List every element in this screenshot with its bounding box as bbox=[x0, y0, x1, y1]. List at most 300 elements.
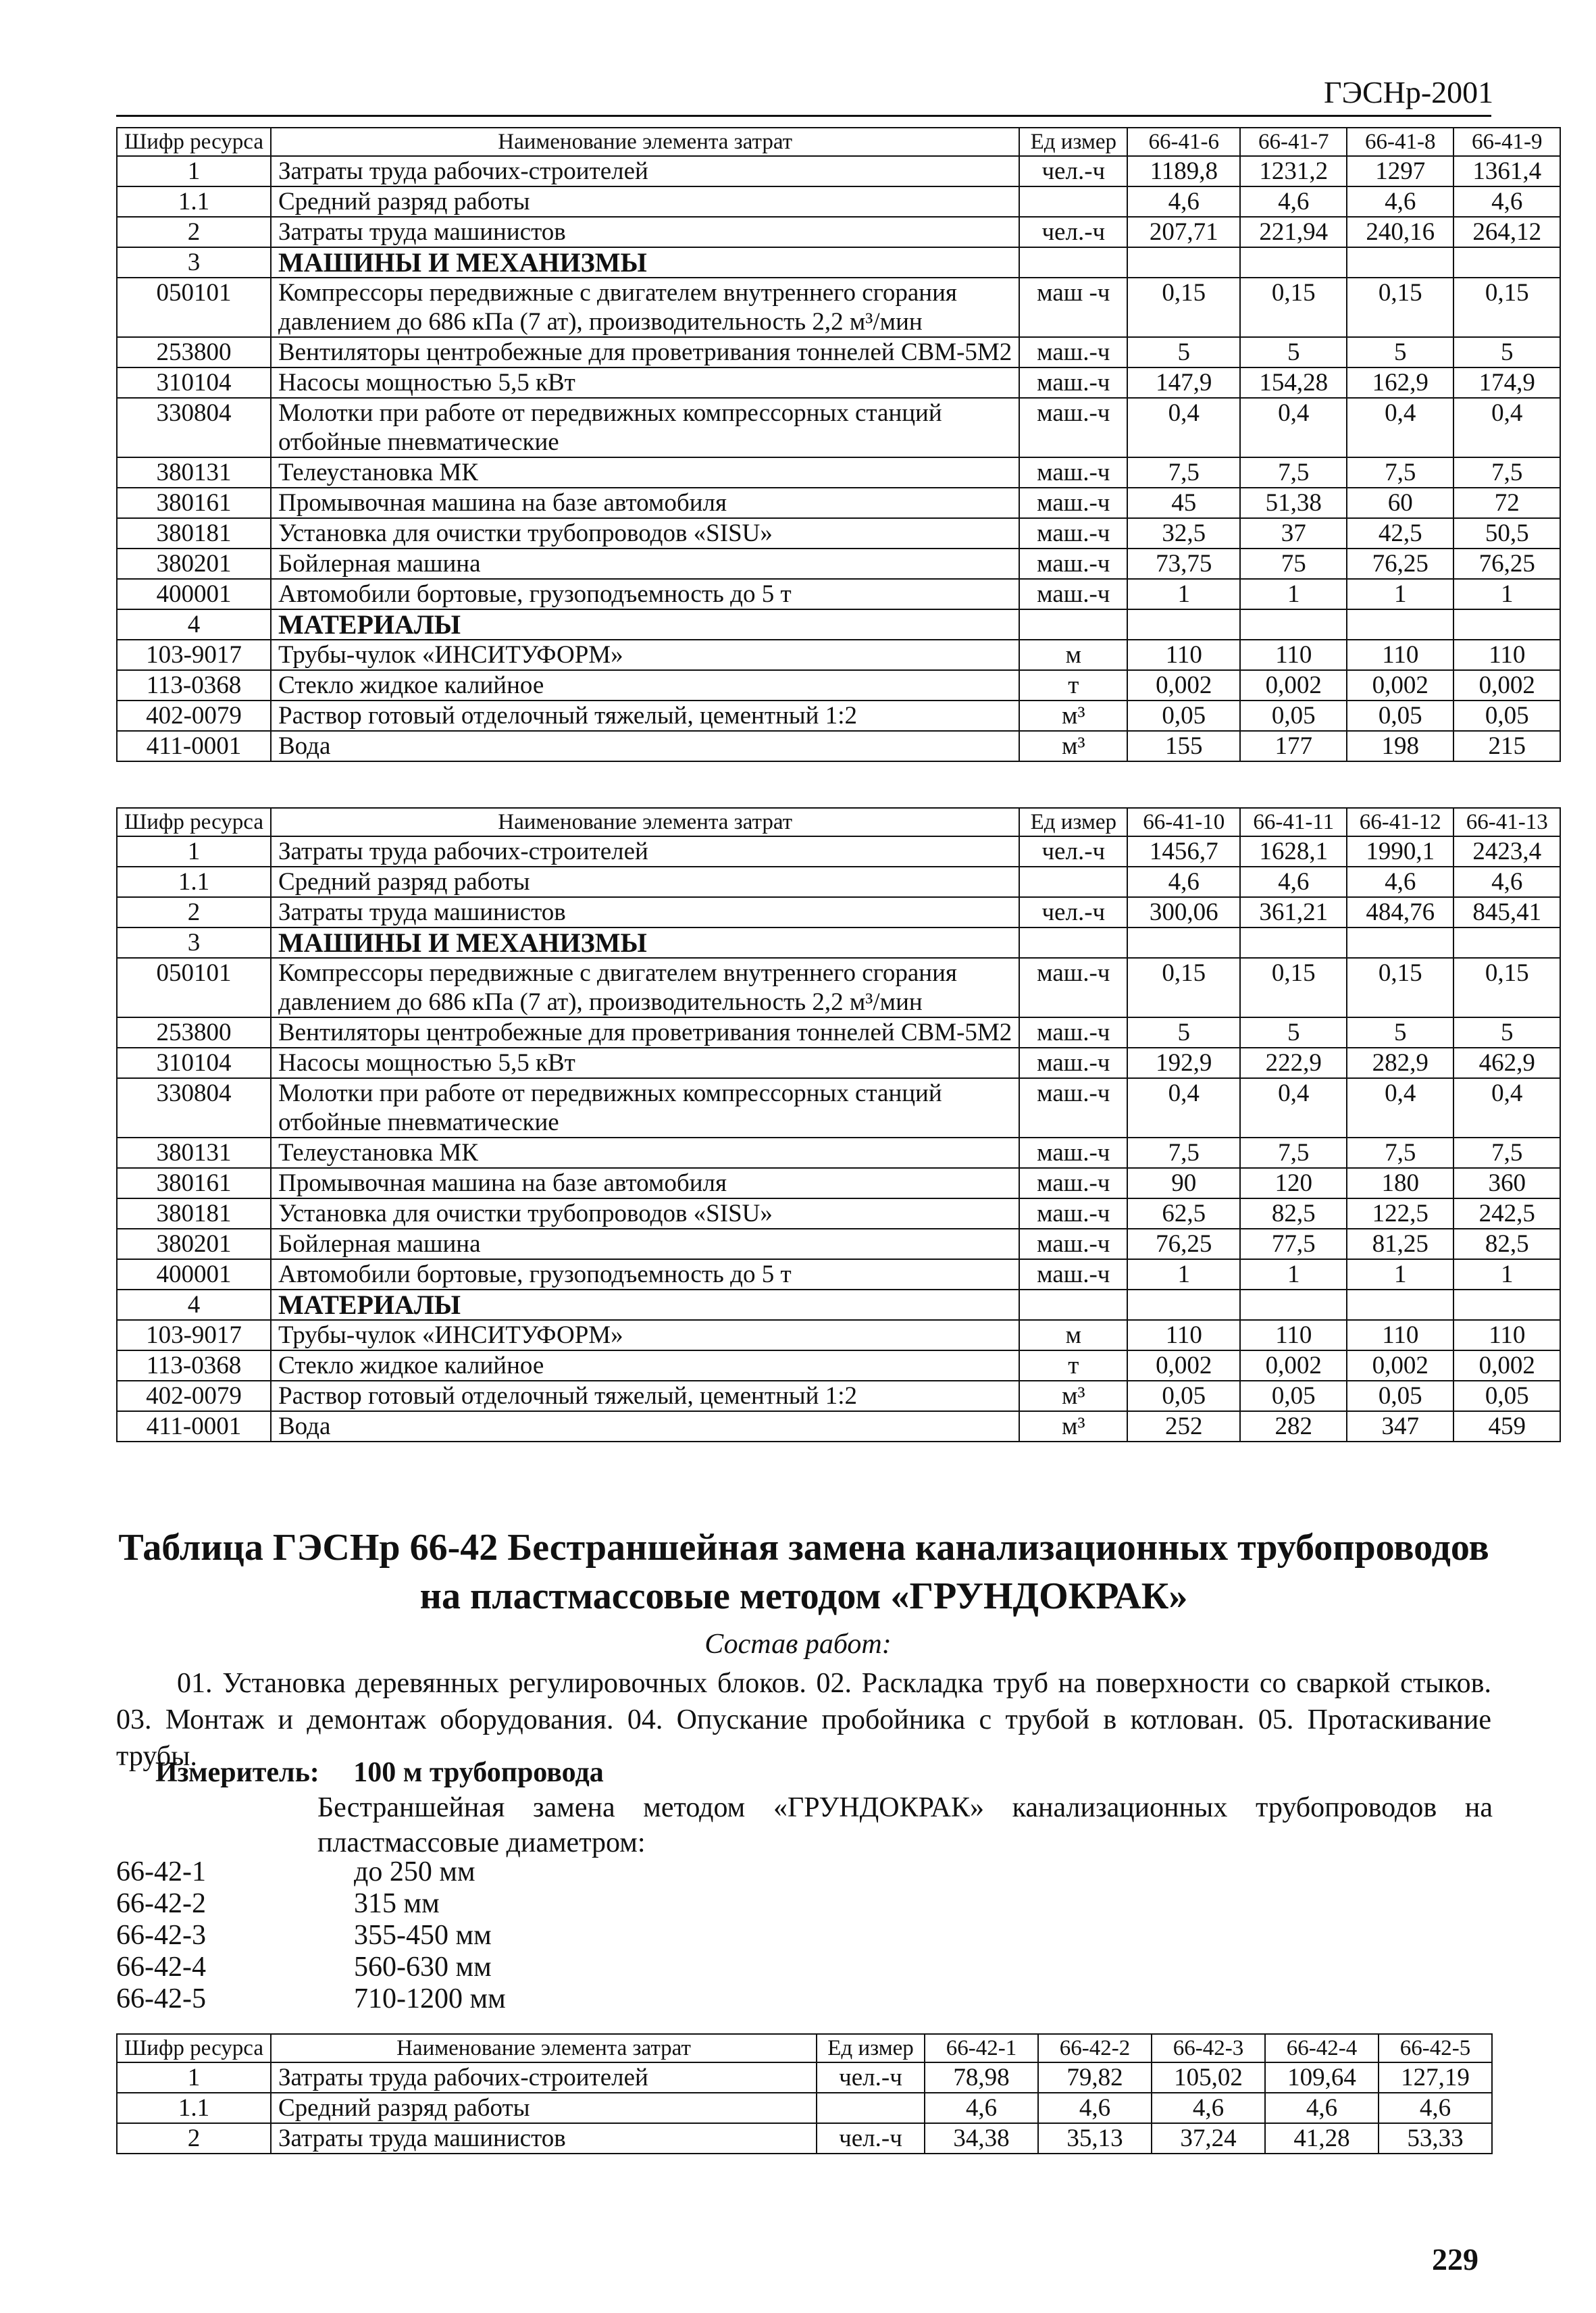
resource-code: 2 bbox=[117, 217, 271, 247]
column-header: 66-41-13 bbox=[1453, 808, 1560, 836]
cell-value: 4,6 bbox=[925, 2093, 1038, 2123]
section-row bbox=[117, 927, 1560, 958]
cell-value: 484,76 bbox=[1347, 897, 1453, 927]
cell-value: 5 bbox=[1453, 1017, 1560, 1048]
table-row bbox=[117, 640, 1560, 670]
cell-value: 4,6 bbox=[1127, 186, 1240, 217]
cell-value: 0,15 bbox=[1453, 278, 1560, 337]
table-row bbox=[117, 1320, 1560, 1350]
resource-name: Установка для очистки трубопроводов «SISU» bbox=[271, 518, 1019, 549]
variant-text: 315 мм bbox=[354, 1888, 440, 1919]
cell-value: 221,94 bbox=[1240, 217, 1347, 247]
resource-name: Раствор готовый отделочный тяжелый, цементный 1:2 bbox=[271, 1381, 1019, 1411]
cell-value: 1297 bbox=[1347, 156, 1453, 186]
table-row bbox=[117, 278, 1560, 337]
resource-code: 1.1 bbox=[117, 2093, 271, 2123]
cell-value: 75 bbox=[1240, 549, 1347, 579]
cell-value: 252 bbox=[1127, 1411, 1240, 1442]
cell-value: 73,75 bbox=[1127, 549, 1240, 579]
unit-of-measure bbox=[1019, 609, 1127, 640]
cell-value: 0,4 bbox=[1453, 398, 1560, 457]
cell-value bbox=[1453, 927, 1560, 958]
resource-code: 113-0368 bbox=[117, 670, 271, 701]
cell-value: 1456,7 bbox=[1127, 836, 1240, 867]
cell-value: 4,6 bbox=[1127, 867, 1240, 897]
cell-value: 154,28 bbox=[1240, 367, 1347, 398]
resource-code: 253800 bbox=[117, 1017, 271, 1048]
table-row bbox=[117, 1138, 1560, 1168]
resource-name: Затраты труда машинистов bbox=[271, 897, 1019, 927]
cell-value: 110 bbox=[1127, 640, 1240, 670]
resource-name: Раствор готовый отделочный тяжелый, цементный 1:2 bbox=[271, 701, 1019, 731]
resource-name: Затраты труда машинистов bbox=[271, 217, 1019, 247]
table-title: Таблица ГЭСНр 66-42 Бестраншейная замена канализационных трубопроводов на пластмассовые методом «ГРУНДОКРАК» bbox=[118, 1527, 1489, 1617]
resource-code: 050101 bbox=[117, 958, 271, 1017]
column-header: Шифр ресурса bbox=[117, 2034, 271, 2062]
resource-code: 103-9017 bbox=[117, 1320, 271, 1350]
column-header: 66-41-11 bbox=[1240, 808, 1347, 836]
unit-of-measure: м bbox=[1019, 1320, 1127, 1350]
cell-value: 0,4 bbox=[1127, 1078, 1240, 1138]
cell-value: 1 bbox=[1240, 1259, 1347, 1290]
cell-value bbox=[1347, 1290, 1453, 1320]
cell-value: 50,5 bbox=[1453, 518, 1560, 549]
resource-code: 380181 bbox=[117, 1198, 271, 1229]
table-row bbox=[117, 1259, 1560, 1290]
resource-name: Молотки при работе от передвижных компрессорных станций отбойные пневматические bbox=[271, 1078, 1019, 1138]
cell-value: 5 bbox=[1127, 337, 1240, 367]
cell-value: 4,6 bbox=[1038, 2093, 1152, 2123]
column-header: 66-41-8 bbox=[1347, 128, 1453, 156]
cell-value bbox=[1453, 1290, 1560, 1320]
cell-value: 4,6 bbox=[1347, 867, 1453, 897]
table-header-row bbox=[117, 128, 1560, 156]
unit-of-measure: маш.-ч bbox=[1019, 518, 1127, 549]
cell-value: 174,9 bbox=[1453, 367, 1560, 398]
document-code-header: ГЭСНр-2001 bbox=[1324, 75, 1494, 109]
unit-of-measure: м³ bbox=[1019, 731, 1127, 761]
cell-value: 37,24 bbox=[1152, 2123, 1265, 2154]
unit-of-measure bbox=[1019, 867, 1127, 897]
unit-of-measure: чел.-ч bbox=[1019, 217, 1127, 247]
cell-value: 0,15 bbox=[1453, 958, 1560, 1017]
unit-of-measure bbox=[1019, 247, 1127, 278]
cell-value: 845,41 bbox=[1453, 897, 1560, 927]
unit-of-measure: м³ bbox=[1019, 1381, 1127, 1411]
unit-of-measure: маш.-ч bbox=[1019, 457, 1127, 488]
resource-code: 2 bbox=[117, 897, 271, 927]
cell-value: 0,002 bbox=[1347, 1350, 1453, 1381]
column-header: 66-41-12 bbox=[1347, 808, 1453, 836]
cell-value: 0,05 bbox=[1240, 701, 1347, 731]
variant-item bbox=[116, 1920, 506, 1952]
unit-of-measure: чел.-ч bbox=[1019, 897, 1127, 927]
cell-value: 90 bbox=[1127, 1168, 1240, 1198]
resource-name: МАТЕРИАЛЫ bbox=[271, 609, 1019, 640]
cell-value: 177 bbox=[1240, 731, 1347, 761]
cell-value: 0,4 bbox=[1347, 398, 1453, 457]
unit-of-measure: чел.-ч bbox=[817, 2062, 925, 2093]
resource-code: 380201 bbox=[117, 549, 271, 579]
column-header: 66-42-4 bbox=[1265, 2034, 1379, 2062]
column-header: Наименование элемента затрат bbox=[271, 808, 1019, 836]
column-header: 66-41-9 bbox=[1453, 128, 1560, 156]
unit-of-measure bbox=[1019, 186, 1127, 217]
cell-value: 0,002 bbox=[1347, 670, 1453, 701]
resource-code: 3 bbox=[117, 927, 271, 958]
cell-value: 41,28 bbox=[1265, 2123, 1379, 2154]
cell-value: 0,002 bbox=[1240, 1350, 1347, 1381]
table-row bbox=[117, 958, 1560, 1017]
cell-value: 4,6 bbox=[1453, 867, 1560, 897]
unit-of-measure bbox=[1019, 1290, 1127, 1320]
cell-value: 76,25 bbox=[1347, 549, 1453, 579]
column-header: Ед измер bbox=[1019, 808, 1127, 836]
cell-value: 110 bbox=[1453, 640, 1560, 670]
section-row bbox=[117, 247, 1560, 278]
resource-name: Компрессоры передвижные с двигателем внутреннего сгорания давлением до 686 кПа (7 ат), производительность 2,2 м³/мин bbox=[271, 278, 1019, 337]
resource-name: Затраты труда рабочих-строителей bbox=[271, 836, 1019, 867]
cell-value: 361,21 bbox=[1240, 897, 1347, 927]
cell-value: 7,5 bbox=[1347, 457, 1453, 488]
column-header: 66-41-6 bbox=[1127, 128, 1240, 156]
cell-value: 7,5 bbox=[1240, 457, 1347, 488]
cell-value: 5 bbox=[1127, 1017, 1240, 1048]
variant-text: 710-1200 мм bbox=[354, 1983, 506, 2014]
cell-value: 459 bbox=[1453, 1411, 1560, 1442]
cell-value: 0,4 bbox=[1240, 1078, 1347, 1138]
resource-name: МАШИНЫ И МЕХАНИЗМЫ bbox=[271, 927, 1019, 958]
cell-value: 110 bbox=[1240, 1320, 1347, 1350]
cell-value: 110 bbox=[1453, 1320, 1560, 1350]
table-row bbox=[117, 1381, 1560, 1411]
table-row bbox=[117, 1017, 1560, 1048]
cell-value: 4,6 bbox=[1347, 186, 1453, 217]
resource-table-66-41-6-9 bbox=[116, 127, 1561, 762]
resource-name: Молотки при работе от передвижных компрессорных станций отбойные пневматические bbox=[271, 398, 1019, 457]
cell-value bbox=[1240, 609, 1347, 640]
cell-value: 300,06 bbox=[1127, 897, 1240, 927]
cell-value bbox=[1453, 247, 1560, 278]
cell-value: 37 bbox=[1240, 518, 1347, 549]
unit-of-measure: чел.-ч bbox=[817, 2123, 925, 2154]
cell-value: 0,05 bbox=[1127, 1381, 1240, 1411]
cell-value: 4,6 bbox=[1265, 2093, 1379, 2123]
table-row bbox=[117, 1350, 1560, 1381]
resource-name: Насосы мощностью 5,5 кВт bbox=[271, 367, 1019, 398]
table-row bbox=[117, 549, 1560, 579]
table-row bbox=[117, 217, 1560, 247]
unit-of-measure: маш.-ч bbox=[1019, 1048, 1127, 1078]
cell-value: 147,9 bbox=[1127, 367, 1240, 398]
resource-code: 1 bbox=[117, 2062, 271, 2093]
cell-value: 60 bbox=[1347, 488, 1453, 518]
column-header: Наименование элемента затрат bbox=[271, 128, 1019, 156]
section-row bbox=[117, 609, 1560, 640]
unit-of-measure: маш.-ч bbox=[1019, 579, 1127, 609]
resource-code: 310104 bbox=[117, 1048, 271, 1078]
resource-name: Трубы-чулок «ИНСИТУФОРМ» bbox=[271, 640, 1019, 670]
cell-value: 120 bbox=[1240, 1168, 1347, 1198]
cell-value: 0,15 bbox=[1127, 278, 1240, 337]
column-header: 66-42-1 bbox=[925, 2034, 1038, 2062]
cell-value: 7,5 bbox=[1453, 1138, 1560, 1168]
resource-name: Вода bbox=[271, 731, 1019, 761]
cell-value: 7,5 bbox=[1127, 457, 1240, 488]
resource-code: 380181 bbox=[117, 518, 271, 549]
cell-value: 7,5 bbox=[1127, 1138, 1240, 1168]
cell-value: 122,5 bbox=[1347, 1198, 1453, 1229]
table-row bbox=[117, 731, 1560, 761]
cell-value: 110 bbox=[1240, 640, 1347, 670]
column-header: Шифр ресурса bbox=[117, 808, 271, 836]
unit-of-measure: маш.-ч bbox=[1019, 1198, 1127, 1229]
resource-name: Затраты труда рабочих-строителей bbox=[271, 2062, 817, 2093]
cell-value bbox=[1453, 609, 1560, 640]
cell-value bbox=[1240, 927, 1347, 958]
cell-value: 7,5 bbox=[1453, 457, 1560, 488]
variants-list bbox=[116, 1856, 506, 2015]
unit-of-measure: т bbox=[1019, 670, 1127, 701]
variant-item bbox=[116, 1856, 506, 1888]
resource-name: Средний разряд работы bbox=[271, 2093, 817, 2123]
cell-value: 462,9 bbox=[1453, 1048, 1560, 1078]
resource-name: Затраты труда машинистов bbox=[271, 2123, 817, 2154]
resource-name: Установка для очистки трубопроводов «SISU» bbox=[271, 1198, 1019, 1229]
variant-code: 66-42-2 bbox=[116, 1888, 206, 1919]
column-header: 66-42-3 bbox=[1152, 2034, 1265, 2062]
cell-value: 0,002 bbox=[1240, 670, 1347, 701]
cell-value: 1 bbox=[1240, 579, 1347, 609]
unit-of-measure: маш.-ч bbox=[1019, 1168, 1127, 1198]
cell-value: 0,05 bbox=[1347, 701, 1453, 731]
cell-value: 42,5 bbox=[1347, 518, 1453, 549]
table-row bbox=[117, 367, 1560, 398]
table-row bbox=[117, 1168, 1560, 1198]
cell-value: 180 bbox=[1347, 1168, 1453, 1198]
unit-of-measure bbox=[1019, 927, 1127, 958]
unit-of-measure bbox=[817, 2093, 925, 2123]
variants-description: Бестраншейная замена методом «ГРУНДОКРАК» канализационных трубопроводов на пластмассовые диаметром: bbox=[317, 1792, 1493, 1858]
resource-code: 4 bbox=[117, 1290, 271, 1320]
cell-value: 4,6 bbox=[1152, 2093, 1265, 2123]
cell-value: 1628,1 bbox=[1240, 836, 1347, 867]
resource-name: МАТЕРИАЛЫ bbox=[271, 1290, 1019, 1320]
resource-code: 1.1 bbox=[117, 186, 271, 217]
table-row bbox=[117, 1048, 1560, 1078]
variant-text: до 250 мм bbox=[354, 1856, 475, 1887]
section-row bbox=[117, 1290, 1560, 1320]
cell-value bbox=[1127, 927, 1240, 958]
header-rule bbox=[116, 115, 1491, 117]
unit-of-measure: маш.-ч bbox=[1019, 958, 1127, 1017]
cell-value: 0,4 bbox=[1127, 398, 1240, 457]
table-row bbox=[117, 1078, 1560, 1138]
cell-value: 5 bbox=[1347, 1017, 1453, 1048]
works-text: 01. Установка деревянных регулировочных блоков. 02. Раскладка труб на поверхности со сваркой стыков. 03. Монтаж и демонтаж оборудования. 04. Опускание пробойника с трубой в котлован. 05. Протаскивание трубы. bbox=[116, 1668, 1491, 1772]
resource-code: 310104 bbox=[117, 367, 271, 398]
cell-value: 35,13 bbox=[1038, 2123, 1152, 2154]
unit-of-measure: м³ bbox=[1019, 1411, 1127, 1442]
table-row bbox=[117, 457, 1560, 488]
cell-value: 1 bbox=[1453, 1259, 1560, 1290]
resource-name: Насосы мощностью 5,5 кВт bbox=[271, 1048, 1019, 1078]
table-row bbox=[117, 579, 1560, 609]
cell-value: 0,15 bbox=[1347, 958, 1453, 1017]
cell-value: 242,5 bbox=[1453, 1198, 1560, 1229]
resource-code: 380131 bbox=[117, 1138, 271, 1168]
unit-of-measure: маш.-ч bbox=[1019, 1229, 1127, 1259]
cell-value bbox=[1240, 247, 1347, 278]
unit-of-measure: маш -ч bbox=[1019, 278, 1127, 337]
cell-value: 1 bbox=[1347, 579, 1453, 609]
resource-code: 411-0001 bbox=[117, 731, 271, 761]
cell-value: 0,002 bbox=[1453, 670, 1560, 701]
cell-value: 32,5 bbox=[1127, 518, 1240, 549]
cell-value bbox=[1127, 1290, 1240, 1320]
resource-name: Затраты труда рабочих-строителей bbox=[271, 156, 1019, 186]
resource-name: МАШИНЫ И МЕХАНИЗМЫ bbox=[271, 247, 1019, 278]
resource-code: 3 bbox=[117, 247, 271, 278]
cell-value: 222,9 bbox=[1240, 1048, 1347, 1078]
table-row bbox=[117, 670, 1560, 701]
column-header: Ед измер bbox=[817, 2034, 925, 2062]
resource-code: 402-0079 bbox=[117, 701, 271, 731]
unit-of-measure: маш.-ч bbox=[1019, 1078, 1127, 1138]
cell-value bbox=[1127, 247, 1240, 278]
table-row bbox=[117, 398, 1560, 457]
table-row bbox=[117, 488, 1560, 518]
resource-code: 400001 bbox=[117, 1259, 271, 1290]
table-row bbox=[117, 518, 1560, 549]
resource-code: 330804 bbox=[117, 398, 271, 457]
resource-code: 411-0001 bbox=[117, 1411, 271, 1442]
cell-value: 53,33 bbox=[1379, 2123, 1492, 2154]
cell-value: 7,5 bbox=[1347, 1138, 1453, 1168]
cell-value: 4,6 bbox=[1240, 867, 1347, 897]
cell-value: 207,71 bbox=[1127, 217, 1240, 247]
resource-name: Вентиляторы центробежные для проветривания тоннелей СВМ-5М2 bbox=[271, 337, 1019, 367]
resource-name: Телеустановка МК bbox=[271, 1138, 1019, 1168]
table-row bbox=[117, 1198, 1560, 1229]
cell-value: 82,5 bbox=[1453, 1229, 1560, 1259]
table-row bbox=[117, 2093, 1492, 2123]
table-row bbox=[117, 701, 1560, 731]
resource-name: Бойлерная машина bbox=[271, 1229, 1019, 1259]
unit-of-measure: маш.-ч bbox=[1019, 488, 1127, 518]
cell-value: 0,15 bbox=[1127, 958, 1240, 1017]
cell-value: 0,15 bbox=[1347, 278, 1453, 337]
table-row bbox=[117, 1411, 1560, 1442]
cell-value: 1231,2 bbox=[1240, 156, 1347, 186]
cell-value: 5 bbox=[1453, 337, 1560, 367]
table-row bbox=[117, 1229, 1560, 1259]
unit-of-measure: маш.-ч bbox=[1019, 1138, 1127, 1168]
unit-of-measure: маш.-ч bbox=[1019, 367, 1127, 398]
cell-value: 4,6 bbox=[1379, 2093, 1492, 2123]
resource-table-66-42 bbox=[116, 2033, 1493, 2154]
table-row bbox=[117, 337, 1560, 367]
resource-code: 253800 bbox=[117, 337, 271, 367]
column-header: 66-42-5 bbox=[1379, 2034, 1492, 2062]
cell-value: 51,38 bbox=[1240, 488, 1347, 518]
cell-value: 7,5 bbox=[1240, 1138, 1347, 1168]
variant-text: 355-450 мм bbox=[354, 1920, 492, 1951]
resource-code: 400001 bbox=[117, 579, 271, 609]
resource-name: Стекло жидкое калийное bbox=[271, 1350, 1019, 1381]
column-header: 66-42-2 bbox=[1038, 2034, 1152, 2062]
cell-value: 2423,4 bbox=[1453, 836, 1560, 867]
resource-name: Промывочная машина на базе автомобиля bbox=[271, 1168, 1019, 1198]
resource-code: 330804 bbox=[117, 1078, 271, 1138]
cell-value: 34,38 bbox=[925, 2123, 1038, 2154]
table-row bbox=[117, 2123, 1492, 2154]
table-row bbox=[117, 156, 1560, 186]
cell-value: 0,15 bbox=[1240, 278, 1347, 337]
resource-name: Компрессоры передвижные с двигателем внутреннего сгорания давлением до 686 кПа (7 ат), производительность 2,2 м³/мин bbox=[271, 958, 1019, 1017]
cell-value: 0,002 bbox=[1127, 670, 1240, 701]
cell-value: 79,82 bbox=[1038, 2062, 1152, 2093]
cell-value: 0,4 bbox=[1240, 398, 1347, 457]
cell-value: 264,12 bbox=[1453, 217, 1560, 247]
cell-value: 1 bbox=[1127, 1259, 1240, 1290]
cell-value: 0,4 bbox=[1347, 1078, 1453, 1138]
table-row bbox=[117, 186, 1560, 217]
unit-of-measure: м³ bbox=[1019, 701, 1127, 731]
table-row bbox=[117, 2062, 1492, 2093]
variant-item bbox=[116, 1888, 506, 1920]
cell-value: 0,05 bbox=[1240, 1381, 1347, 1411]
cell-value: 0,05 bbox=[1347, 1381, 1453, 1411]
cell-value: 0,05 bbox=[1127, 701, 1240, 731]
unit-of-measure: маш.-ч bbox=[1019, 1017, 1127, 1048]
table-row bbox=[117, 836, 1560, 867]
cell-value: 162,9 bbox=[1347, 367, 1453, 398]
cell-value: 1361,4 bbox=[1453, 156, 1560, 186]
resource-code: 380131 bbox=[117, 457, 271, 488]
variant-item bbox=[116, 1983, 506, 2015]
resource-code: 1.1 bbox=[117, 867, 271, 897]
cell-value: 1 bbox=[1453, 579, 1560, 609]
cell-value: 0,05 bbox=[1453, 701, 1560, 731]
cell-value bbox=[1347, 247, 1453, 278]
cell-value: 215 bbox=[1453, 731, 1560, 761]
column-header: 66-41-7 bbox=[1240, 128, 1347, 156]
cell-value: 282,9 bbox=[1347, 1048, 1453, 1078]
resource-code: 402-0079 bbox=[117, 1381, 271, 1411]
meter-label: Измеритель: bbox=[155, 1757, 319, 1788]
variant-text: 560-630 мм bbox=[354, 1952, 492, 1983]
cell-value bbox=[1347, 609, 1453, 640]
resource-name: Средний разряд работы bbox=[271, 867, 1019, 897]
cell-value: 360 bbox=[1453, 1168, 1560, 1198]
meter-line bbox=[155, 1756, 604, 1789]
cell-value: 110 bbox=[1127, 1320, 1240, 1350]
cell-value: 1990,1 bbox=[1347, 836, 1453, 867]
variant-code: 66-42-3 bbox=[116, 1920, 206, 1951]
resource-table-66-41-10-13 bbox=[116, 807, 1561, 1442]
resource-name: Вода bbox=[271, 1411, 1019, 1442]
cell-value: 77,5 bbox=[1240, 1229, 1347, 1259]
resource-name: Трубы-чулок «ИНСИТУФОРМ» bbox=[271, 1320, 1019, 1350]
cell-value: 0,15 bbox=[1240, 958, 1347, 1017]
cell-value: 282 bbox=[1240, 1411, 1347, 1442]
cell-value: 110 bbox=[1347, 640, 1453, 670]
cell-value: 110 bbox=[1347, 1320, 1453, 1350]
cell-value: 0,002 bbox=[1127, 1350, 1240, 1381]
cell-value: 76,25 bbox=[1127, 1229, 1240, 1259]
unit-of-measure: маш.-ч bbox=[1019, 1259, 1127, 1290]
